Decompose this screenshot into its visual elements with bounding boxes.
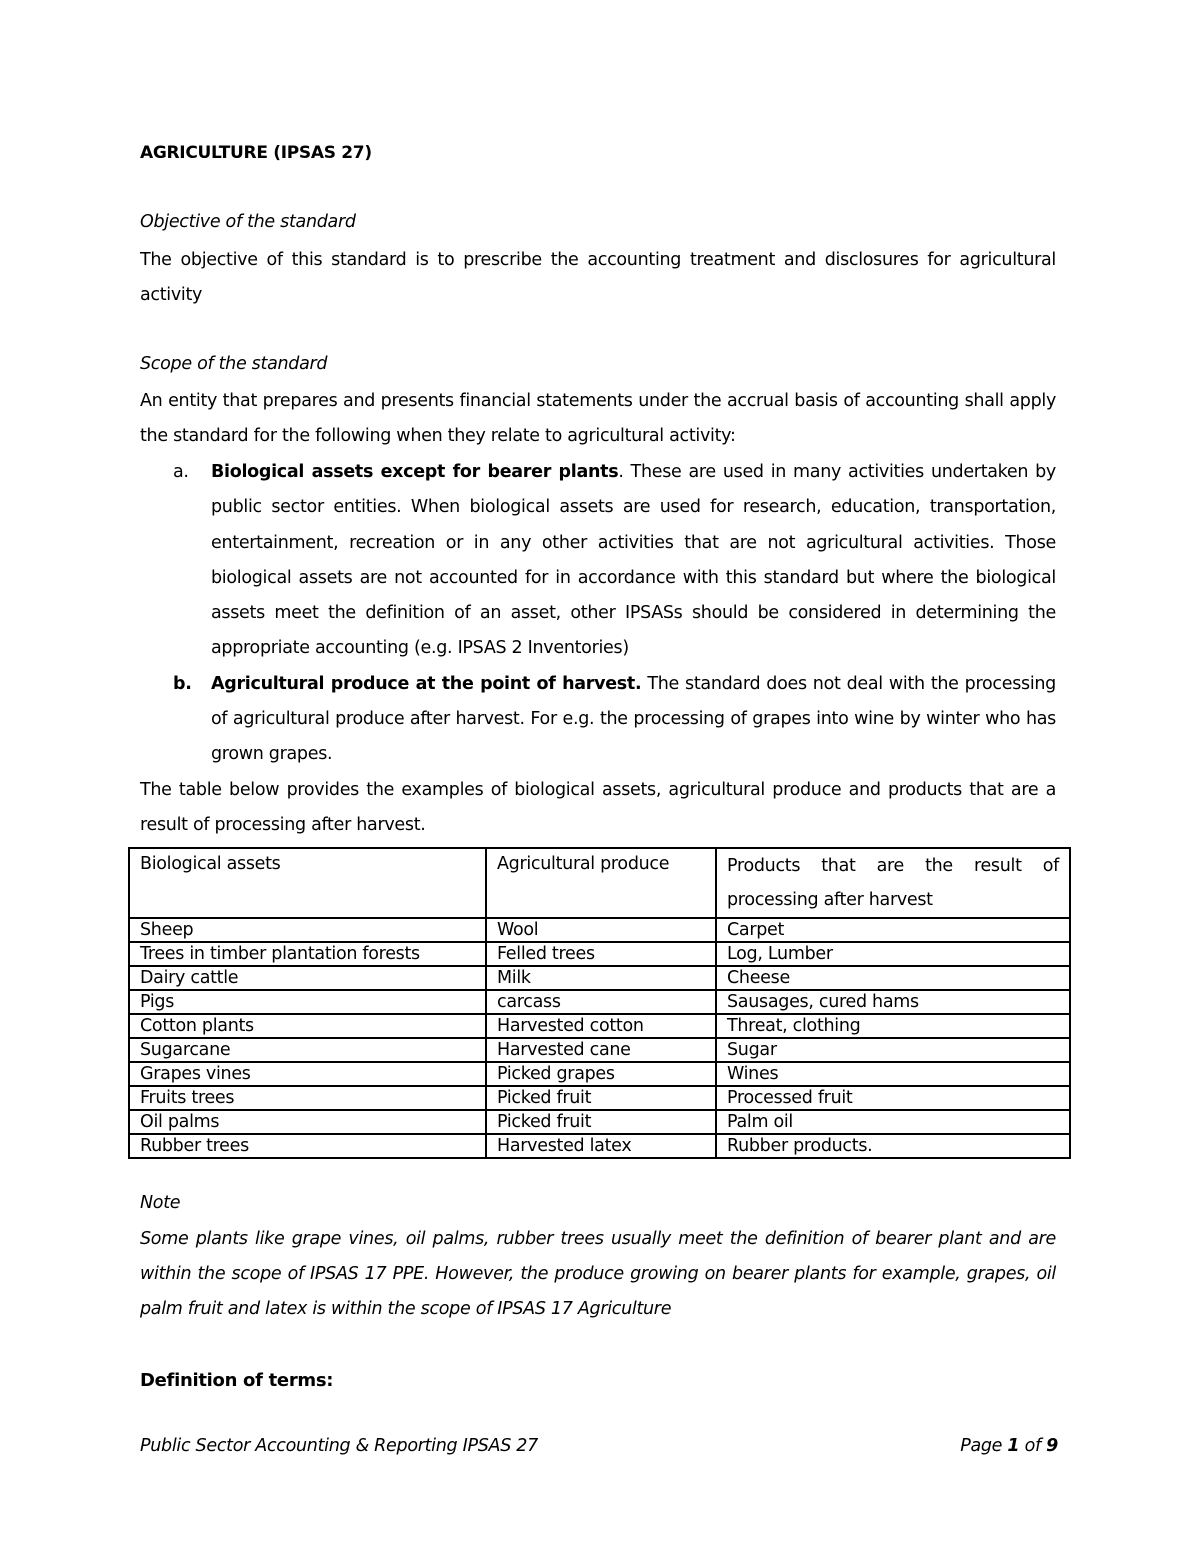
examples-table [128,847,1071,1159]
table-header-row [129,848,1070,918]
table-cell: Palm oil [716,1110,1070,1134]
list-marker: b. [173,673,192,694]
table-row [129,1110,1070,1134]
table-cell: Harvested cane [486,1038,716,1062]
table-row [129,1134,1070,1158]
footer-title: Public Sector Accounting & Reporting IPSAS 27 [140,1436,538,1456]
table-cell: Sausages, cured hams [716,990,1070,1014]
table-header-cell: Biological assets [129,848,486,918]
table-cell: Fruits trees [129,1086,486,1110]
table-cell: Dairy cattle [129,966,486,990]
list-item-text: . These are used in many activities undertaken by public sector entities. When biological assets are used for research, education, transportation, entertainment, recreation or in any other activities that are not agricultural activities. Those biological assets are not accounted for in accordance with this standard but where the biological assets meet the definition of an asset, other IPSASs should be considered in determining the appropriate accounting (e.g. IPSAS 2 Inventories) [211,462,1056,659]
table-header-cell: Products that are the result of processing after harvest [716,848,1070,918]
table-cell: carcass [486,990,716,1014]
table-row [129,1038,1070,1062]
table-cell: Rubber products. [716,1134,1070,1158]
note-text: Some plants like grape vines, oil palms, rubber trees usually meet the definition of bearer plant and are within the scope of IPSAS 17 PPE. However, the produce growing on bearer plants for example, grapes, oil palm fruit and latex is within the scope of IPSAS 17 Agriculture [140,1229,1056,1319]
page-of: of [1024,1436,1041,1456]
scope-text: An entity that prepares and presents financial statements under the accrual basis of accounting shall apply the standard for the following when they relate to agricultural activity: [140,391,1056,446]
definitions-heading: Definition of terms: [140,1370,334,1391]
page-current: 1 [1007,1436,1020,1456]
table-cell: Felled trees [486,942,716,966]
table-cell: Threat, clothing [716,1014,1070,1038]
table-cell: Carpet [716,918,1070,942]
table-intro: The table below provides the examples of biological assets, agricultural produce and products that are a result of processing after harvest. [140,780,1056,835]
table-cell: Rubber trees [129,1134,486,1158]
table-cell: Sheep [129,918,486,942]
table-cell: Sugarcane [129,1038,486,1062]
table-cell: Sugar [716,1038,1070,1062]
table-cell: Cheese [716,966,1070,990]
objective-heading: Objective of the standard [140,212,356,232]
table-cell: Trees in timber plantation forests [129,942,486,966]
table-cell: Harvested cotton [486,1014,716,1038]
table-cell: Picked fruit [486,1086,716,1110]
table-cell: Picked grapes [486,1062,716,1086]
table-cell: Oil palms [129,1110,486,1134]
page-number [960,1436,1058,1456]
table-cell: Harvested latex [486,1134,716,1158]
list-marker: a. [173,462,189,482]
document-title: AGRICULTURE (IPSAS 27) [140,143,372,163]
table-cell: Processed fruit [716,1086,1070,1110]
table-cell: Wool [486,918,716,942]
table-row [129,1086,1070,1110]
scope-heading: Scope of the standard [140,354,328,374]
table-cell: Cotton plants [129,1014,486,1038]
table-row [129,966,1070,990]
page-label: Page [960,1436,1003,1456]
list-item-lead: Agricultural produce at the point of harvest. [211,673,642,694]
list-item [140,455,1056,667]
table-cell: Log, Lumber [716,942,1070,966]
list-item-lead: Biological assets except for bearer plants [211,462,619,482]
table-row [129,918,1070,942]
table-row [129,942,1070,966]
table-cell: Wines [716,1062,1070,1086]
table-row [129,990,1070,1014]
list-item-text: The standard does not deal with the processing of agricultural produce after harvest. For e.g. the processing of grapes into wine by winter who has grown grapes. [211,673,1056,765]
table-cell: Milk [486,966,716,990]
scope-list [140,455,1056,773]
note-heading: Note [140,1193,181,1213]
table-row [129,1062,1070,1086]
page-total: 9 [1046,1436,1058,1456]
table-cell: Pigs [129,990,486,1014]
objective-text: The objective of this standard is to prescribe the accounting treatment and disclosures for agricultural activity [140,250,1056,305]
list-item [140,667,1056,773]
table-header-cell: Agricultural produce [486,848,716,918]
table-cell: Grapes vines [129,1062,486,1086]
table-row [129,1014,1070,1038]
table-cell: Picked fruit [486,1110,716,1134]
